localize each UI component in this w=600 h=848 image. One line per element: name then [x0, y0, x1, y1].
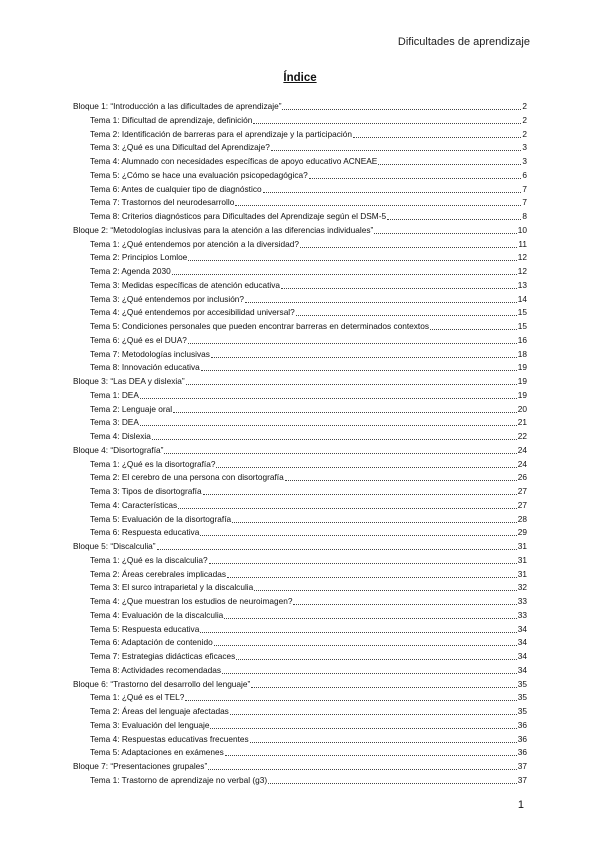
toc-topic-entry[interactable]	[73, 746, 527, 760]
toc-topic-entry[interactable]	[73, 581, 527, 595]
toc-topic-entry[interactable]	[73, 183, 527, 197]
toc-leader-dots	[140, 389, 517, 399]
toc-topic-entry[interactable]	[73, 334, 527, 348]
toc-entry-page: 15	[517, 307, 527, 318]
toc-block-entry[interactable]	[73, 375, 527, 389]
toc-leader-dots	[232, 513, 517, 523]
toc-entry-title: Tema 7: Trastornos del neurodesarrollo	[90, 197, 235, 208]
toc-topic-entry[interactable]	[73, 416, 527, 430]
toc-entry-title: Tema 2: Lenguaje oral	[90, 403, 173, 414]
toc-leader-dots	[172, 265, 517, 275]
toc-entry-title: Tema 1: ¿Qué es el TEL?	[90, 692, 185, 703]
toc-leader-dots	[200, 526, 516, 536]
toc-entry-page: 33	[517, 596, 527, 606]
toc-entry-title: Tema 2: Áreas del lenguaje afectadas	[90, 706, 229, 716]
toc-leader-dots	[251, 678, 517, 688]
toc-entry-page: 34	[517, 651, 527, 661]
toc-leader-dots	[186, 375, 517, 385]
toc-entry-title: Tema 3: Tipos de disortografía	[90, 486, 202, 496]
toc-entry-title: Tema 8: Criterios diagnósticos para Dificultades del Aprendizaje según el DSM-5	[90, 211, 387, 221]
toc-entry-title: Tema 6: Antes de cualquier tipo de diagnóstico	[90, 183, 262, 194]
toc-topic-entry[interactable]	[73, 733, 527, 747]
toc-leader-dots	[300, 238, 517, 248]
toc-entry-page: 12	[517, 252, 527, 263]
toc-leader-dots	[188, 251, 516, 261]
toc-topic-entry[interactable]	[73, 664, 527, 678]
toc-topic-entry[interactable]	[73, 114, 527, 128]
toc-entry-page: 3	[522, 156, 527, 166]
toc-entry-page: 34	[517, 637, 527, 648]
toc-entry-page: 24	[517, 458, 527, 469]
toc-entry-page: 32	[517, 582, 527, 593]
toc-leader-dots	[208, 760, 517, 770]
toc-entry-title: Tema 1: ¿Qué es la discalculia?	[90, 554, 208, 565]
toc-leader-dots	[201, 361, 517, 371]
toc-entry-title: Tema 6: Respuesta educativa	[90, 527, 200, 538]
toc-topic-entry[interactable]	[73, 774, 527, 788]
toc-topic-entry[interactable]	[73, 210, 527, 224]
toc-topic-entry[interactable]	[73, 458, 527, 472]
toc-entry-title: Tema 3: ¿Qué es una Dificultad del Aprendizaje?	[90, 142, 270, 153]
toc-entry-title: Tema 3: ¿Qué entendemos por inclusión?	[90, 293, 245, 304]
page-title: Índice	[283, 72, 317, 84]
toc-entry-page: 29	[517, 527, 527, 538]
toc-topic-entry[interactable]	[73, 595, 527, 609]
toc-leader-dots	[245, 293, 517, 303]
toc-topic-entry[interactable]	[73, 196, 527, 210]
toc-topic-entry[interactable]	[73, 238, 527, 252]
toc-entry-title: Tema 6: ¿Qué es el DUA?	[90, 334, 187, 345]
toc-leader-dots	[378, 155, 521, 165]
toc-topic-entry[interactable]	[73, 389, 527, 403]
toc-entry-title: Tema 2: Agenda 2030	[90, 266, 171, 276]
toc-entry-title: Tema 2: Áreas cerebrales implicadas	[90, 568, 227, 579]
toc-entry-page: 14	[517, 293, 527, 304]
toc-entry-page: 7	[522, 183, 527, 194]
toc-topic-entry[interactable]	[73, 169, 527, 183]
toc-topic-entry[interactable]	[73, 609, 527, 623]
toc-entry-page: 24	[517, 444, 527, 455]
toc-leader-dots	[430, 320, 517, 330]
toc-entry-page: 35	[517, 678, 527, 689]
toc-entry-page: 2	[522, 114, 527, 125]
toc-leader-dots	[200, 623, 516, 633]
toc-entry-page: 18	[517, 348, 527, 359]
toc-leader-dots	[285, 471, 517, 481]
toc-leader-dots	[214, 636, 517, 646]
toc-entry-page: 19	[517, 389, 527, 400]
toc-entry-title: Tema 3: Medidas específicas de atención educativa	[90, 279, 281, 290]
toc-topic-entry[interactable]	[73, 403, 527, 417]
toc-entry-page: 20	[517, 403, 527, 414]
toc-entry-title: Tema 8: Innovación educativa	[90, 362, 200, 373]
toc-entry-title: Tema 7: Estrategias didácticas eficaces	[90, 651, 236, 661]
toc-entry-title: Bloque 5: “Discalculia”	[73, 541, 156, 551]
toc-entry-title: Tema 4: Evaluación de la discalculia	[90, 609, 224, 620]
toc-leader-dots	[164, 444, 516, 454]
toc-topic-entry[interactable]	[73, 251, 527, 265]
toc-entry-title: Tema 2: Principios Lomloe	[90, 252, 188, 263]
toc-entry-page: 8	[522, 211, 527, 221]
toc-entry-title: Tema 7: Metodologías inclusivas	[90, 348, 210, 359]
toc-entry-page: 21	[517, 417, 527, 428]
toc-entry-title: Bloque 6: “Trastorno del desarrollo del lenguaje”	[73, 678, 251, 689]
toc-entry-page: 19	[517, 362, 527, 373]
toc-entry-page: 16	[517, 334, 527, 345]
toc-leader-dots	[227, 568, 517, 578]
toc-topic-entry[interactable]	[73, 623, 527, 637]
toc-topic-entry[interactable]	[73, 141, 527, 155]
toc-leader-dots	[281, 279, 517, 289]
toc-entry-title: Tema 5: Adaptaciones en exámenes	[90, 747, 224, 758]
toc-leader-dots	[250, 733, 517, 743]
toc-leader-dots	[309, 169, 522, 179]
toc-topic-entry[interactable]	[73, 320, 527, 334]
toc-entry-page: 34	[517, 623, 527, 634]
toc-topic-entry[interactable]	[73, 499, 527, 513]
toc-entry-page: 11	[518, 238, 527, 249]
toc-topic-entry[interactable]	[73, 128, 527, 142]
toc-topic-entry[interactable]	[73, 430, 527, 444]
toc-leader-dots	[271, 141, 522, 151]
toc-topic-entry[interactable]	[73, 265, 527, 279]
toc-leader-dots	[236, 650, 517, 660]
toc-topic-entry[interactable]	[73, 361, 527, 375]
toc-entry-page: 15	[517, 321, 527, 331]
toc-leader-dots	[254, 581, 517, 591]
toc-block-entry[interactable]	[73, 760, 527, 774]
toc-entry-page: 31	[517, 541, 527, 551]
toc-entry-title: Tema 4: ¿Que muestran los estudios de neuroimagen?	[90, 596, 293, 606]
toc-entry-title: Tema 5: Condiciones personales que pueden encontrar barreras en determinados contextos	[90, 321, 429, 331]
toc-leader-dots	[173, 403, 517, 413]
toc-topic-entry[interactable]	[73, 513, 527, 527]
toc-topic-entry[interactable]	[73, 636, 527, 650]
toc-topic-entry[interactable]	[73, 155, 527, 169]
toc-entry-title: Tema 1: ¿Qué es la disortografía?	[90, 458, 216, 469]
toc-entry-title: Tema 1: Trastorno de aprendizaje no verbal (g3)	[90, 774, 268, 785]
toc-entry-page: 12	[517, 266, 527, 276]
toc-entry-title: Tema 8: Actividades recomendadas	[90, 664, 221, 675]
toc-topic-entry[interactable]	[73, 279, 527, 293]
toc-entry-title: Bloque 7: “Presentaciones grupales”	[73, 761, 208, 771]
toc-block-entry[interactable]	[73, 540, 527, 554]
toc-topic-entry[interactable]	[73, 471, 527, 485]
toc-leader-dots	[353, 128, 521, 138]
toc-entry-title: Tema 1: DEA	[90, 389, 139, 400]
toc-leader-dots	[253, 114, 521, 124]
toc-topic-entry[interactable]	[73, 526, 527, 540]
toc-leader-dots	[203, 485, 517, 495]
toc-entry-page: 34	[517, 664, 527, 675]
toc-entry-title: Bloque 2: “Metodologías inclusivas para la atención a las diferencias individuales”	[73, 224, 374, 235]
toc-entry-page: 31	[517, 554, 527, 565]
toc-entry-page: 19	[517, 376, 527, 386]
toc-block-entry[interactable]	[73, 224, 527, 238]
toc-entry-page: 35	[517, 692, 527, 703]
toc-entry-page: 36	[517, 719, 527, 730]
toc-leader-dots	[263, 183, 522, 193]
toc-entry-page: 36	[517, 733, 527, 744]
toc-entry-title: Tema 3: Evaluación del lenguaje	[90, 719, 210, 730]
toc-entry-title: Bloque 4: “Disortografía”	[73, 444, 164, 455]
toc-topic-entry[interactable]	[73, 691, 527, 705]
toc-leader-dots	[222, 664, 517, 674]
toc-entry-title: Tema 5: Respuesta educativa	[90, 623, 200, 634]
toc-topic-entry[interactable]	[73, 293, 527, 307]
toc-entry-page: 13	[517, 279, 527, 290]
toc-leader-dots	[188, 334, 517, 344]
toc-leader-dots	[224, 609, 516, 619]
toc-leader-dots	[282, 100, 521, 110]
toc-entry-page: 22	[517, 431, 527, 441]
toc-entry-title: Tema 3: DEA	[90, 417, 139, 428]
toc-entry-title: Tema 4: ¿Qué entendemos por accesibilidad universal?	[90, 307, 295, 318]
toc-entry-page: 37	[517, 761, 527, 771]
toc-entry-page: 7	[522, 197, 527, 208]
toc-leader-dots	[210, 719, 516, 729]
toc-entry-page: 37	[517, 774, 527, 785]
toc-leader-dots	[185, 691, 516, 701]
toc-topic-entry[interactable]	[73, 554, 527, 568]
toc-entry-title: Bloque 3: “Las DEA y dislexia”	[73, 376, 185, 386]
toc-entry-page: 28	[517, 513, 527, 524]
toc-leader-dots	[387, 210, 521, 220]
toc-leader-dots	[268, 774, 517, 784]
toc-topic-entry[interactable]	[73, 650, 527, 664]
toc-entry-title: Tema 6: Adaptación de contenido	[90, 637, 213, 648]
toc-entry-title: Tema 1: Dificultad de aprendizaje, definición	[90, 114, 253, 125]
toc-entry-title: Tema 5: ¿Cómo se hace una evaluación psicopedagógica?	[90, 169, 308, 180]
toc-entry-page: 33	[517, 609, 527, 620]
toc-block-entry[interactable]	[73, 678, 527, 692]
toc-entry-title: Bloque 1: “Introducción a las dificultades de aprendizaje”	[73, 101, 282, 111]
toc-topic-entry[interactable]	[73, 348, 527, 362]
toc-entry-page: 26	[517, 472, 527, 483]
toc-entry-title: Tema 4: Respuestas educativas frecuentes	[90, 733, 249, 744]
toc-topic-entry[interactable]	[73, 719, 527, 733]
toc-leader-dots	[293, 595, 516, 605]
toc-entry-title: Tema 2: Identificación de barreras para el aprendizaje y la participación	[90, 128, 352, 139]
toc-entry-title: Tema 4: Alumnado con necesidades específicas de apoyo educativo ACNEAE	[90, 156, 378, 166]
toc-block-entry[interactable]	[73, 100, 527, 114]
toc-entry-page: 27	[517, 486, 527, 496]
toc-entry-page: 36	[517, 747, 527, 758]
toc-leader-dots	[230, 705, 517, 715]
toc-entry-title: Tema 4: Características	[90, 499, 178, 510]
toc-entry-page: 3	[522, 142, 527, 153]
toc-entry-title: Tema 2: El cerebro de una persona con disortografía	[90, 472, 284, 483]
page-number: 1	[517, 799, 524, 811]
toc-entry-title: Tema 5: Evaluación de la disortografía	[90, 513, 232, 524]
toc-entry-title: Tema 4: Dislexia	[90, 431, 151, 441]
toc-leader-dots	[374, 224, 517, 234]
toc-entry-page: 2	[522, 128, 527, 139]
toc-entry-page: 31	[517, 568, 527, 579]
toc-topic-entry[interactable]	[73, 306, 527, 320]
toc-entry-title: Tema 1: ¿Qué entendemos por atención a la diversidad?	[90, 238, 299, 249]
toc-entry-page: 35	[517, 706, 527, 716]
toc-leader-dots	[157, 540, 517, 550]
toc-topic-entry[interactable]	[73, 705, 527, 719]
toc-entry-page: 27	[517, 499, 527, 510]
toc-leader-dots	[225, 746, 517, 756]
toc-leader-dots	[235, 196, 521, 206]
toc-entry-title: Tema 3: El surco intraparietal y la discalculia	[90, 582, 254, 593]
toc-leader-dots	[178, 499, 517, 509]
toc-topic-entry[interactable]	[73, 568, 527, 582]
toc-leader-dots	[216, 458, 516, 468]
toc-entry-page: 2	[522, 101, 527, 111]
toc-leader-dots	[152, 430, 517, 440]
toc-entry-page: 6	[522, 169, 527, 180]
running-header: Dificultades de aprendizaje	[397, 36, 530, 48]
toc-block-entry[interactable]	[73, 444, 527, 458]
toc-leader-dots	[296, 306, 517, 316]
table-of-contents	[73, 100, 527, 788]
toc-leader-dots	[211, 348, 517, 358]
toc-leader-dots	[140, 416, 517, 426]
toc-entry-page: 10	[517, 224, 527, 235]
toc-leader-dots	[209, 554, 517, 564]
toc-topic-entry[interactable]	[73, 485, 527, 499]
